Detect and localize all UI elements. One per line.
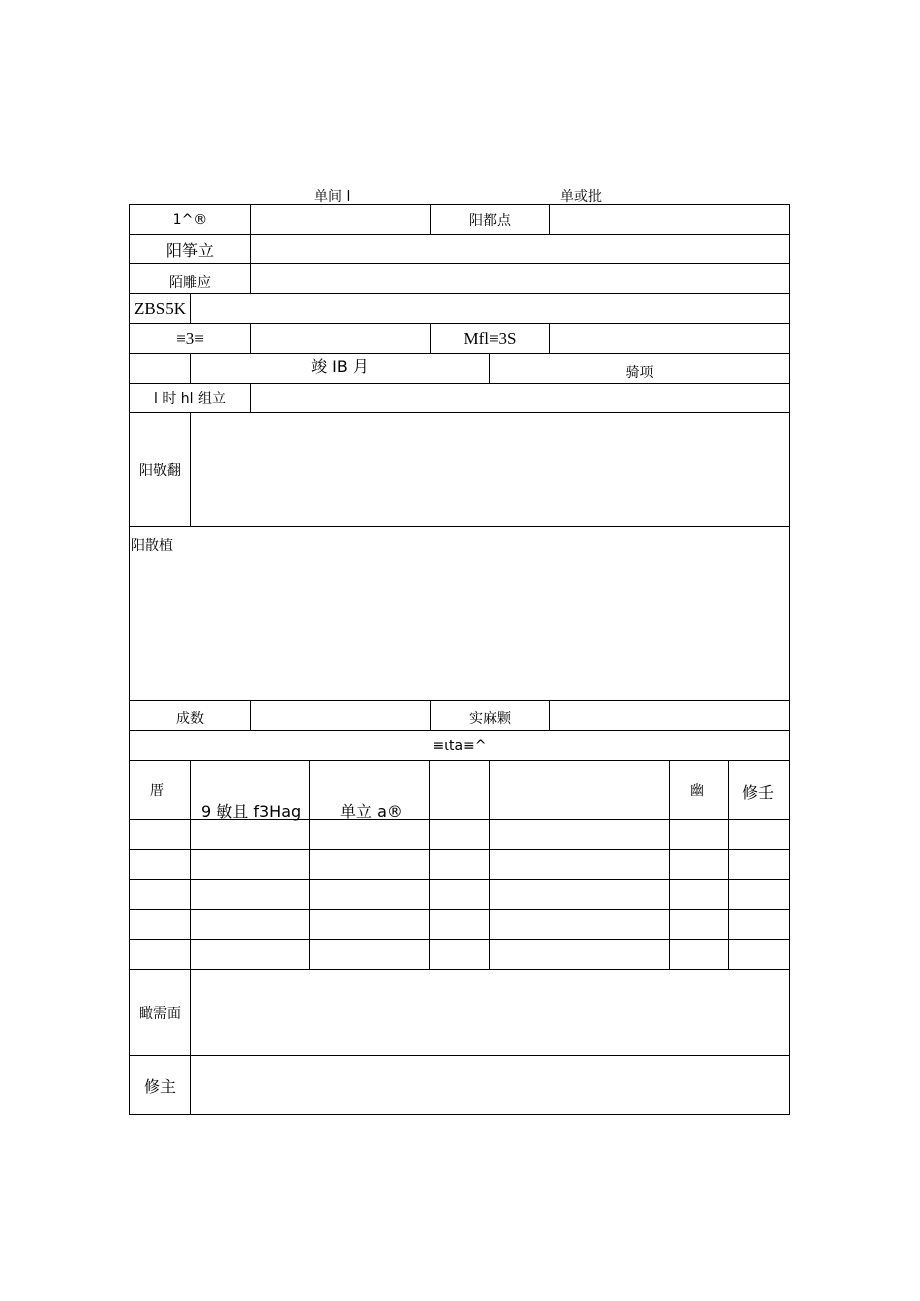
table-cell[interactable] [130, 910, 191, 939]
form-row-6 [129, 354, 790, 384]
table-header-cell-6 [670, 761, 729, 819]
table-cell[interactable] [191, 880, 310, 909]
table-row [129, 850, 790, 880]
table-row [129, 910, 790, 940]
table-cell[interactable] [130, 880, 191, 909]
table-header-cell-3 [310, 761, 430, 819]
field-value-8[interactable] [191, 413, 789, 526]
table-row [129, 820, 790, 850]
table-cell[interactable] [310, 850, 430, 879]
table-cell[interactable] [430, 940, 490, 969]
field-label-7: l 时 hl 组立 [130, 384, 251, 412]
field-label-6a: 竣 IB 月 [191, 354, 490, 383]
field-value-1a[interactable] [251, 205, 431, 234]
field-value-10a[interactable] [251, 701, 431, 730]
table-cell[interactable] [670, 910, 729, 939]
table-cell[interactable] [130, 820, 191, 849]
field-label-10a: 成数 [130, 701, 251, 730]
field-label-9-text: 阳散植 [131, 538, 173, 554]
table-body [129, 820, 790, 970]
field-label-1b: 阳都点 [431, 205, 550, 234]
table-cell[interactable] [490, 880, 670, 909]
table-cell[interactable] [430, 910, 490, 939]
table-cell[interactable] [670, 820, 729, 849]
form-row-2 [129, 235, 790, 264]
footer-value-a[interactable] [191, 970, 789, 1055]
table-cell[interactable] [430, 880, 490, 909]
table-cell[interactable] [310, 820, 430, 849]
footer-value-b[interactable] [191, 1056, 789, 1114]
table-cell[interactable] [729, 940, 789, 969]
table-cell[interactable] [729, 850, 789, 879]
field-label-8: 阳敬翻 [130, 413, 191, 526]
table-cell[interactable] [191, 940, 310, 969]
field-blank-6[interactable] [130, 354, 191, 383]
table-cell[interactable] [729, 910, 789, 939]
form-row-10 [129, 701, 790, 731]
table-cell[interactable] [670, 940, 729, 969]
field-value-4[interactable] [191, 294, 789, 323]
header-right-label: 单或批 [560, 189, 602, 205]
table-cell[interactable] [310, 880, 430, 909]
field-label-10b: 实麻颗 [431, 701, 550, 730]
table-cell[interactable] [191, 850, 310, 879]
table-cell[interactable] [490, 910, 670, 939]
table-header-6-text: 幽 [690, 783, 704, 799]
table-cell[interactable] [670, 850, 729, 879]
field-value-3[interactable] [251, 264, 789, 293]
footer-row-a [129, 970, 790, 1056]
form-row-9 [129, 527, 790, 701]
table-cell[interactable] [729, 880, 789, 909]
table-cell[interactable] [430, 820, 490, 849]
form-row-8 [129, 413, 790, 527]
table-header-2-text: 9 敏且 f3Hag [201, 802, 302, 821]
footer-label-b: 修主 [130, 1056, 191, 1114]
table-header-7-text: 修壬 [742, 783, 775, 802]
field-label-5a: ≡3≡ [130, 324, 251, 353]
table-cell[interactable] [130, 850, 191, 879]
table-cell[interactable] [310, 940, 430, 969]
table-header-cell-5 [490, 761, 670, 819]
field-value-5a[interactable] [251, 324, 431, 353]
table-header-cell-1 [130, 761, 191, 819]
table-cell[interactable] [490, 850, 670, 879]
form-row-7 [129, 384, 790, 413]
table-cell[interactable] [130, 940, 191, 969]
field-label-3: 陌雕应 [130, 264, 251, 293]
section-title-row [129, 731, 790, 761]
field-value-1b[interactable] [550, 205, 789, 234]
field-label-1a: 1^® [130, 205, 251, 234]
table-header-cell-7 [729, 761, 789, 819]
table-cell[interactable] [670, 880, 729, 909]
form-row-5 [129, 324, 790, 354]
field-value-2[interactable] [251, 235, 789, 263]
form-row-3 [129, 264, 790, 294]
form-row-1 [129, 204, 790, 235]
field-value-7[interactable] [251, 384, 789, 412]
field-label-6b: 骑项 [625, 364, 654, 381]
field-value-5b[interactable] [550, 324, 789, 353]
section-title: ≡ιta≡^ [432, 737, 487, 754]
table-cell[interactable] [490, 940, 670, 969]
table-row [129, 880, 790, 910]
inspection-form [129, 204, 790, 1115]
table-header-1-text: 厝 [150, 783, 164, 799]
footer-label-a: 瞰需面 [130, 970, 191, 1055]
table-cell[interactable] [490, 820, 670, 849]
table-cell[interactable] [191, 910, 310, 939]
table-cell[interactable] [729, 820, 789, 849]
table-header-3-text: 单立 a® [340, 802, 403, 821]
field-label-4: ZBS5K [130, 294, 191, 323]
header-left-label: 单间 l [314, 189, 351, 205]
form-row-4 [129, 294, 790, 324]
field-value-10b[interactable] [550, 701, 789, 730]
field-label-9[interactable] [130, 527, 789, 700]
footer-row-b [129, 1056, 790, 1115]
table-header-cell-2 [191, 761, 310, 819]
table-header-row [129, 761, 790, 820]
table-header-cell-4 [430, 761, 490, 819]
field-label-5b: Mfl≡3S [431, 324, 550, 353]
field-label-2: 阳筝立 [130, 235, 251, 263]
table-cell[interactable] [310, 910, 430, 939]
table-cell[interactable] [191, 820, 310, 849]
table-row [129, 940, 790, 970]
table-cell[interactable] [430, 850, 490, 879]
